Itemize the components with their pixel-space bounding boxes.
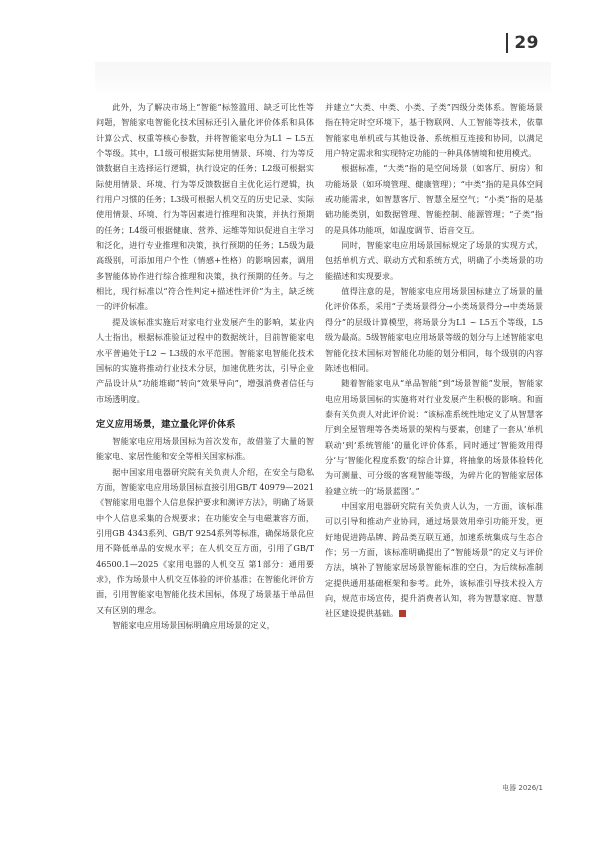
paragraph: 并建立“大类、中类、小类、子类”四级分类体系。智能场景指在特定时空环境下，基于物联网、人工智能等技术，依靠智能家电单机或与其他设备、系统相互连接和协同，以满足用户特定需求和实现特定功能的一种具体情境和使用模式。 bbox=[325, 102, 543, 159]
paragraph: 此外，为了解决市场上“智能”标签滥用、缺乏可比性等问题，智能家电智能化技术国标还引入量化评价体系和具体计算公式、权重等核心参数，并将智能家电分为L1 ~ L5五个等级。其中，L1级可根据实际使用情景、环境、行为等反馈数据自主选择运行逻辑，执行设定的任务；L2级可根据实际使用情景、环境、行为等反馈数据自主优化运行逻辑，执行用户习惯的任务；L3级可根据人机交互的历史记录、实际使用情景、环境、行为等因素进行推理和决策，并执行预期的任务；L4级可根据健康、营养、运维等知识促进自主学习和泛化，进行专业推理和决策，执行预期的任务；L5级为最高级别，可添加用户个性（情感+性格）的影响因素，调用多智能体协作进行综合推理和决策，执行预期的任务。与之相比，现行标准以“符合性判定+描述性评价”为主，缺乏统一的评价标准。 bbox=[96, 102, 314, 312]
section-heading: 定义应用场景，建立量化评价体系 bbox=[96, 418, 236, 430]
paragraph: 智能家电应用场景国标明确应用场景的定义， bbox=[112, 620, 275, 630]
page-number: 29 bbox=[514, 33, 539, 53]
right-column bbox=[325, 100, 543, 622]
paragraph: 随着智能家电从“单品智能”到“场景智能”发展，智能家电应用场景国标的实施将对行业发展产生积极的影响。和面泰有关负责人对此评价说：“该标准系统性地定义了从智慧客厅到全屋管理等各类场景的架构与要素，创建了一套从‘单机联动’到‘系统管能’的量化评价体系，同时通过‘智能效用得分’与‘智能化程度系数’的综合计算，将抽象的场景体验转化为可测量、可分级的客观智能等级，为碎片化的智能家居体验建立统一的‘场景蓝图’。” bbox=[325, 378, 543, 496]
paragraph: 根据标准，“大类”指的是空间场景（如客厅、厨房）和功能场景（如环境管理、健康管理）；“中类”指的是具体空间或功能需求，如智慧客厅、智慧全屋空气；“小类”指的是基础功能类别，如数据管理、智能控制、能源管理；“子类”指的是具体功能项，如温度调节、语音交互。 bbox=[325, 163, 543, 235]
paragraph: 智能家电应用场景国标为首次发布，故借鉴了大量的智能家电、家居性能和安全等相关国家标准。 bbox=[96, 435, 314, 462]
end-mark-icon bbox=[399, 610, 406, 617]
paragraph: 同时，智能家电应用场景国标规定了场景的实现方式，包括单机方式、联动方式和系统方式，明确了小类场景的功能描述和实现要求。 bbox=[325, 240, 543, 281]
left-column bbox=[96, 100, 314, 633]
paragraph: 据中国家用电器研究院有关负责人介绍，在安全与隐私方面，智能家电应用场景国标直接引用GB/T 40979—2021《智能家用电器个人信息保护要求和测评方法》，明确了场景中个人信息采集的合规要求；在功能安全与电磁兼容方面，引用GB 4343系列、GB/T 9254系列等标准，确保场景化应用不降低单品的安规水平；在人机交互方面，引用了GB/T 46500.1—2025《家用电器的人机交互 第1部分：通用要求》，作为场景中人机交互体验的评价基准；在智能化评价方面，引用智能家电智能化技术国标，体现了场景基于单品但又有区别的理念。 bbox=[96, 466, 314, 615]
page-number-block bbox=[506, 32, 539, 54]
page-number-divider bbox=[506, 33, 508, 53]
paragraph: 值得注意的是，智能家电应用场景国标建立了场景的量化评价体系，采用“子类场景得分→小类场景得分→中类场景得分”的层级计算模型，将场景分为L1 ~ L5五个等级，L5级为最高。5级智能家电应用场景等级的划分与上述智能家电智能化技术国标对智能化功能的划分相同，每个级别的内容陈述也相同。 bbox=[325, 286, 543, 373]
header-band bbox=[95, 62, 551, 92]
footer: 电器 2026/1 bbox=[502, 784, 543, 792]
paragraph-text: 中国家用电器研究院有关负责人认为，一方面，该标准可以引导和推动产业协同，通过场景效用牵引功能开发，更好地促进跨品牌、跨品类互联互通，加速系统集成与生态合作；另一方面，该标准明确提出了“智能场景”的定义与评价方法，填补了智能家居场景智能标准的空白，为后续标准制定提供通用基础框架和参考。此外，该标准引导技术投入方向，规范市场宣传，提升消费者认知，将为智慧家庭、智慧社区建设提供基础。 bbox=[325, 500, 543, 619]
paragraph: 提及该标准实施后对家电行业发展产生的影响，某业内人士指出，根据标准验证过程中的数据统计，目前智能家电水平普遍处于L2 ~ L3级的水平范围。智能家电智能化技术国标的实施将推动行业技术分层，加速优胜劣汰，引导企业产品设计从“功能堆砌”转向“效果导向”，增强消费者信任与市场透明度。 bbox=[96, 316, 314, 404]
paragraph-last bbox=[325, 499, 543, 622]
